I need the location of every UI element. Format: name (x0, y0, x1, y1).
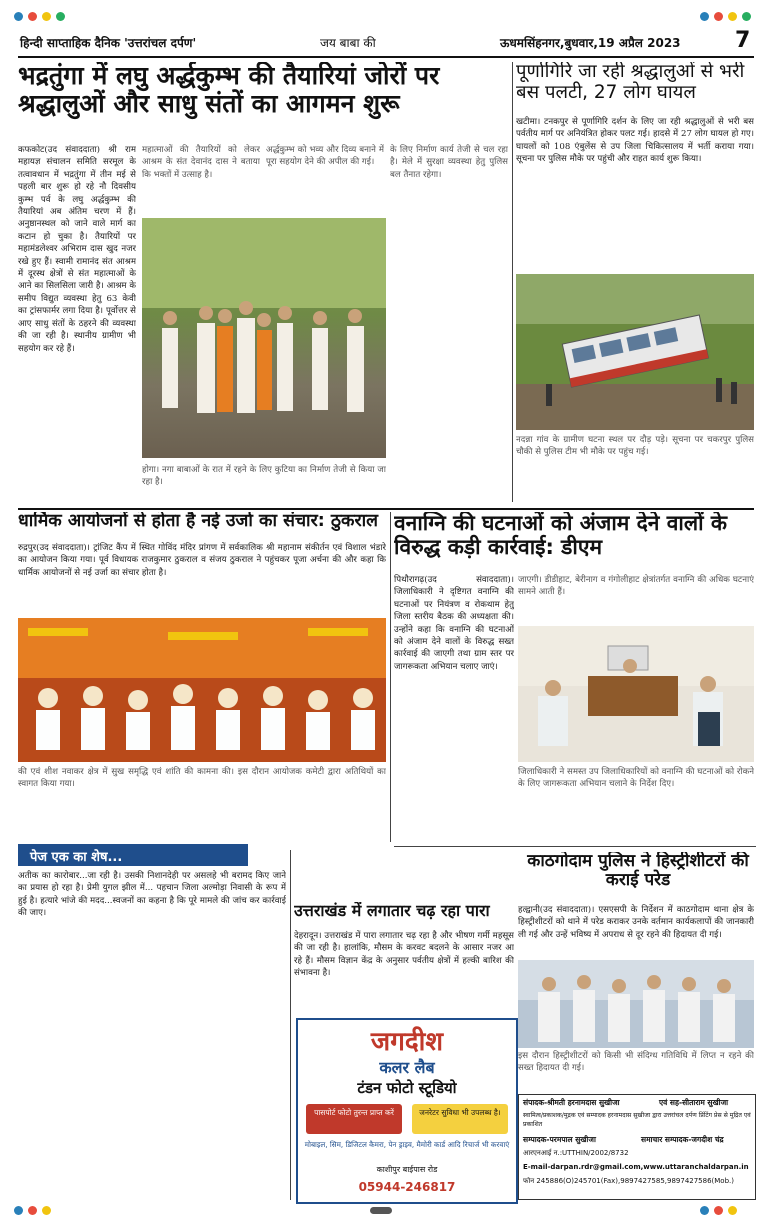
registration-dot (700, 12, 709, 21)
vanagni-headline: वनाग्नि की घटनाओं को अंजाम देने वालों के विरुद्ध कड़ी कार्रवाई: डीएम (394, 512, 727, 559)
masthead-left: हिन्दी साप्ताहिक दैनिक 'उत्तरांचल दर्पण' (20, 36, 197, 50)
uttarakhand-headline: उत्तराखंड में लगातार चढ़ रहा पारा (294, 902, 490, 920)
registration-dot (728, 1206, 737, 1215)
ad-phone: 05944-246817 (358, 1180, 456, 1194)
section-rule (18, 508, 754, 510)
ad-generator-text: जनरेटर सुविधा भी उपलब्ध है। (419, 1108, 501, 1117)
shesh-banner (18, 844, 248, 866)
contact-email[interactable]: E-mail-darpan.rdr@gmail.com,www.uttaranchaldarpan.in (523, 1163, 749, 1171)
dm-meeting-photo (518, 626, 754, 762)
masthead-center: जय बाबा की (320, 36, 376, 50)
registration-dot (56, 12, 65, 21)
ad-generator-chip (412, 1104, 508, 1134)
bus-accident-continued: नदन्ना गांव के ग्रामीण घटना स्थल पर दौड़ पड़े। सूचना पर चकरपुर पुलिस चौकी से पुलिस टीम भी मौके पर पहुंच गई। (516, 435, 754, 458)
bus-accident-body: खटीमा। टनकपुर से पूर्णागिरि दर्शन के लिए जा रही श्रद्धालुओं से भरी बस पर्वतीय मार्ग पर अनियंत्रित होकर पलट गई। हादसे में 27 लोग घायल हो गए। घायलों को 108 एंबुलेंस से उप जिला चिकित्सालय में भर्ती कराया गया। सूचना पर पुलिस मौके पर पहुंची और राहत कार्य शुरू किया। (516, 117, 754, 165)
news-editor: समाचार सम्पादक-जगदीश चंद्र (641, 1135, 724, 1144)
ad-studio-name: टंडन फोटो स्टूडियो (357, 1079, 457, 1097)
dharmik-headline: धार्मिक आयोजनों से होता है नई उर्जा का संचार: ठुकराल (18, 512, 378, 531)
registration-number: आरएनआई न.:UTTHIN/2002/8732 (523, 1149, 629, 1157)
contact-phones: फोन 245886(O)245701(Fax),9897427585,9897427586(Mob.) (523, 1177, 734, 1185)
shesh-body: अतीक का कारोबार...जा रही है। उसकी निशानदेही पर असलहे भी बरामद किए जाने का प्रयास हो रहा है। प्रेमी युगल झील में... पहचान जिला अल्मोड़ा निवासी के रूप में हुई है। हत्यारे भांजे की मदद...स्वजनों का कहना है कि पूरे मामले की जांच कर कार्रवाई की जाए। (18, 871, 286, 919)
registration-dot (14, 1206, 23, 1215)
ad-passport-text: पासपोर्ट फोटो तुरन्त प्राप्त करें (314, 1108, 394, 1117)
editor-credit: संपादक-श्रीमती हरनामदास सुखीजा (523, 1098, 620, 1107)
uttarakhand-body: देहरादून। उत्तराखंड में पारा लगातार चढ़ रहा है और भीषण गर्मी महसूस की जा रही है। हालांकि, मौसम के करवट बदलने के आसार नजर आ रहे हैं। मौसम विज्ञान केंद्र के अनुसार पर्वतीय क्षेत्रों में हल्की बारिश की संभावना है। (294, 931, 514, 979)
section-rule (394, 846, 756, 847)
jagdish-color-lab-ad (296, 1018, 518, 1204)
registration-dot (28, 12, 37, 21)
history-sheeter-parade-photo (518, 960, 754, 1048)
header-rule (18, 56, 754, 58)
main-headline: भद्रतुंगा में लघु अर्द्धकुम्भ की तैयारियां जोरों पर श्रद्धालुओं और साधु संतों का आगमन शुरू (18, 62, 440, 118)
registration-dot (42, 1206, 51, 1215)
meeting-room-image (518, 626, 754, 762)
bus-accident-headline: पूर्णागिरि जा रही श्रद्धालुओं से भरी बस पलटी, 27 लोग घायल (516, 62, 745, 103)
overturned-bus-photo (516, 274, 754, 430)
ad-passport-chip (306, 1104, 402, 1134)
kathgodam-headline: काठगोदाम पुलिस ने हिस्ट्रीशीटरों की कराई परेड (527, 852, 749, 891)
column-divider (290, 850, 291, 1200)
police-parade-image (518, 960, 754, 1048)
ad-title: जगदीश (370, 1027, 444, 1057)
kathgodam-body: हल्द्वानी(उद संवाददाता)। एसएसपी के निर्देशन में काठगोदाम थाना क्षेत्र के हिस्ट्रीशीटरों को थाने में परेड कराकर उनके वर्तमान कार्यकलापों की जानकारी ली गई और उन्हें भविष्य में अपराध से दूर रहने की हिदायत दी गई। (518, 905, 754, 940)
vanagni-continued: जाएगी। डीडीहाट, बेरीनाग व गंगोलीहाट क्षेत्रांतर्गत वनाग्नि की अधिक घटनाएं सामने आती हैं। (518, 575, 754, 598)
vanagni-continued: जिलाधिकारी ने समस्त उप जिलाधिकारियों को वनाग्नि की घटनाओं को रोकने के लिए जागरूकता अभियान चलाने के निर्देश दिए। (518, 767, 754, 790)
imprint-box (518, 1094, 756, 1200)
page-number: 7 (735, 28, 751, 53)
vanagni-body: पिथौरागढ़(उद संवाददाता)। जिलाधिकारी ने दृष्टिगत वनाग्नि की घटनाओं पर नियंत्रण व रोकथाम हेतु जिला स्तरीय बैठक की अध्यक्षता की। उन्होंने कहा कि वनाग्नि की घटनाओं को अंजाम देने वालों के विरुद्ध सख्त कार्रवाई की जाएगी तथा ग्राम स्तर पर जागरूकता अभियान चलाए जाएं। (394, 575, 514, 672)
registration-dot (714, 12, 723, 21)
page-header (0, 28, 770, 54)
registration-dot (370, 1207, 392, 1214)
registration-dot (728, 12, 737, 21)
dharmik-continued: की एवं शीश नवाकर क्षेत्र में सुख समृद्धि एवं शांति की कामना की। इस दौरान आयोजक कमेटी द्वारा अतिथियों का स्वागत किया गया। (18, 767, 386, 790)
main-story-continued: महात्माओं की तैयारियों को लेकर आश्रम के संत देवानंद दास ने बताया कि भक्तों में उत्साह है। (142, 145, 260, 180)
registration-dot (700, 1206, 709, 1215)
kathgodam-continued: इस दौरान हिस्ट्रीशीटरों को किसी भी संदिग्ध गतिविधि में लिप्त न रहने की सख्त हिदायत दी गई। (518, 1051, 754, 1074)
publisher-note: स्वामित्व/प्रकाशक/मुद्रक एवं सम्पादक हरनामदास सुखीजा द्वारा उत्तरांचल दर्पण प्रिंटिंग प्रेस से मुद्रित एवं प्रकाशित (523, 1112, 751, 1128)
registration-dot (28, 1206, 37, 1215)
bus-accident-image (516, 274, 754, 430)
photo-caption-text: होगा। नगा बाबाओं के रात में रहने के लिए कुटिया का निर्माण तेजी से किया जा रहा है। (142, 465, 386, 488)
column-divider (390, 512, 391, 842)
registration-dot (714, 1206, 723, 1215)
registration-dot (742, 12, 751, 21)
ad-subtitle: कलर लैब (379, 1058, 435, 1077)
group-of-saints-image (142, 218, 386, 458)
ad-location: काशीपुर बाईपास रोड (376, 1165, 438, 1174)
dharmik-body: रुद्रपुर(उद संवाददाता)। ट्रांजिट कैंप में स्थित गोविंद मंदिर प्रांगण में सर्वकालिक श्री महानाम संकीर्तन एवं विशाल भंडारे का आयोजन किया गया। पूर्व विधायक राजकुमार ठुकराल व संजय ठुकराल ने पहुंचकर पूजा अर्चना की और कहा कि धार्मिक आयोजनों से नई उर्जा का संचार होता है। (18, 543, 386, 578)
column-divider (512, 62, 513, 502)
registration-dot (42, 12, 51, 21)
ad-services: मोबाइल, सिम, डिजिटल कैमरा, पेन ड्राइव, मैमोरी कार्ड आदि रिचार्ज भी करवाएं (304, 1140, 510, 1149)
main-story-continued: के लिए निर्माण कार्य तेजी से चल रहा है। मेले में सुरक्षा व्यवस्था हेतु पुलिस बल तैनात रहेगा। (390, 145, 508, 180)
date-line: ऊधमसिंहनगर,बुधवार,19 अप्रैल 2023 (500, 36, 681, 50)
main-story-body: कफकोट(उद संवाददाता) श्री राम महायज्ञ संचालन समिति सरमूल के तत्वावधान में भद्रतुंगा में तीन मई से पहली बार शुरू हो रहे नौ दिवसीय कुम्भ पर्व के लघु अर्द्धकुम्भ की तैयारियां अब अंतिम चरण में हैं। अनुष्ठानस्थल को जाने वाले मार्ग का कटान हो चुका है। तैयारियों पर महामंडलेश्वर अभिराम दास खुद नजर रखे हुए हैं। स्वामी रामानंद संत आश्रम में दूरस्थ क्षेत्रों से संत महात्माओं के आने का सिलसिला जारी है। आश्रम के समीप विद्युत व्यवस्था हेतु 63 केवी का ट्रांसफार्मर लगा दिया है। पूर्वोत्तर से आए साधु संतों के ठहरने की व्यवस्था की जा रही है। स्थानीय ग्रामीण भी सहयोग कर रहे हैं। (18, 145, 136, 354)
co-editor-credit: एवं सह-सीताराम सुखीजा (659, 1098, 729, 1107)
managing-editor: सम्पादक-परमपाल सुखीजा (523, 1135, 596, 1144)
main-story-continued: अर्द्धकुम्भ को भव्य और दिव्य बनाने में पूरा सहयोग देने की अपील की गई। (266, 145, 384, 168)
registration-dot (14, 12, 23, 21)
bhandara-photo (18, 618, 386, 762)
saints-meeting-photo (142, 218, 386, 458)
devotees-image (18, 618, 386, 762)
shesh-title: पेज एक का शेष... (30, 850, 123, 865)
